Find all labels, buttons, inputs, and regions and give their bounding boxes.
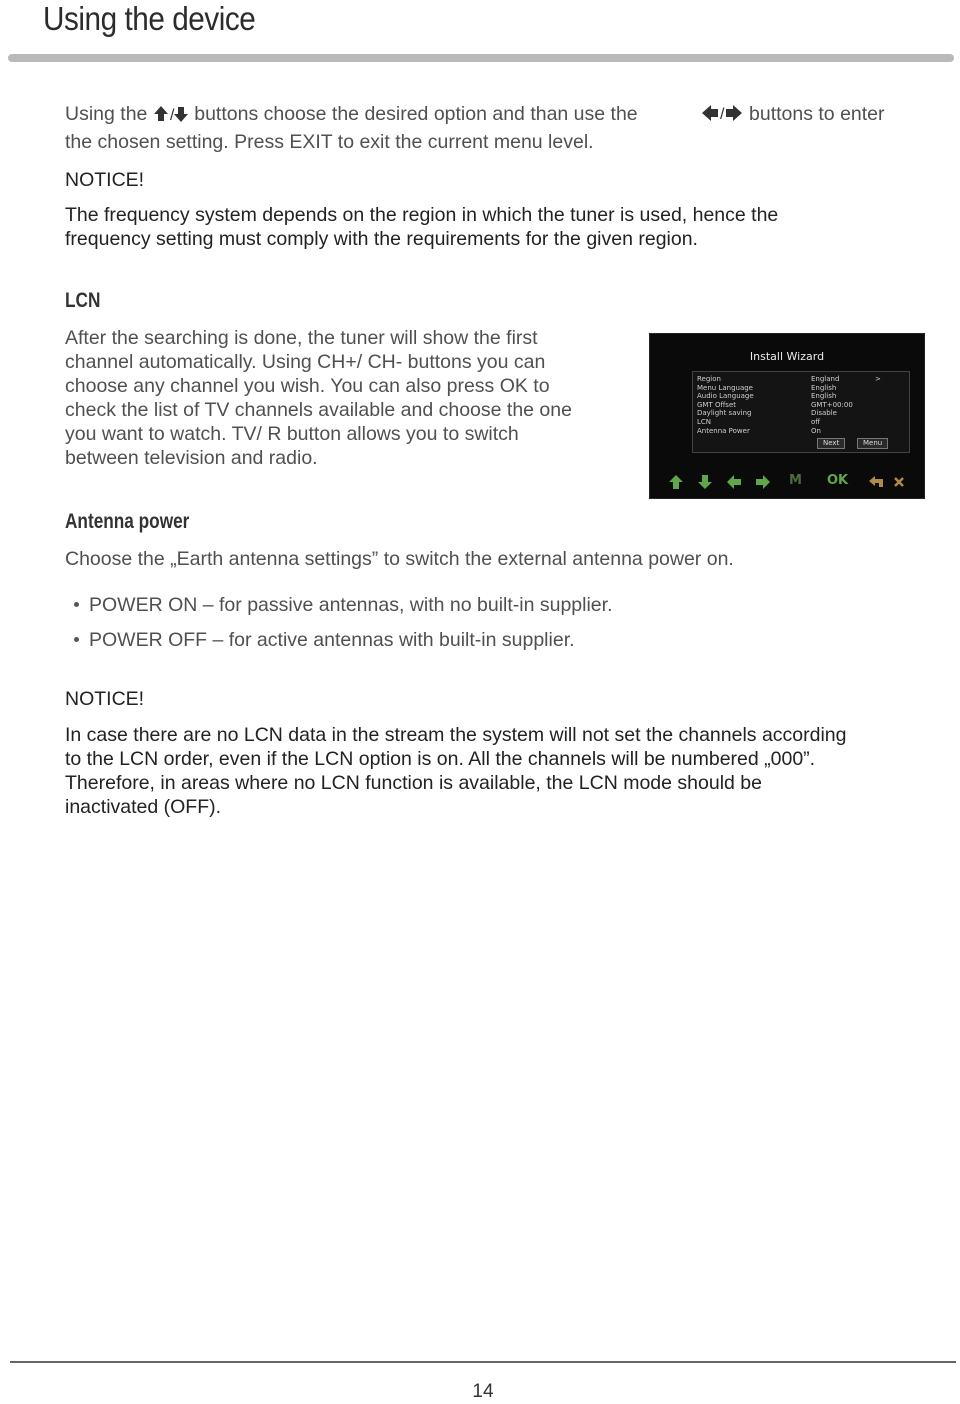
wizard-values [811, 375, 853, 435]
wizard-row-value: English [811, 392, 837, 401]
notice-line: inactivated (OFF). [65, 796, 222, 818]
notice-line: In case there are no LCN data in the stream the system will not set the channels according [65, 724, 847, 746]
lcn-line: choose any channel you wish. You can also press OK to [65, 375, 550, 397]
lcn-description [65, 326, 572, 470]
wizard-title: Install Wizard [749, 350, 825, 363]
notice-text [65, 203, 778, 251]
next-button: Next [817, 438, 845, 449]
notice-text [65, 723, 847, 819]
page-number: 14 [472, 1381, 494, 1402]
footer-divider [10, 1361, 956, 1363]
list-item [74, 594, 613, 617]
lcn-line: between television and radio. [65, 447, 318, 469]
wizard-row-value: English [811, 383, 837, 392]
notice-line: frequency setting must comply with the requirements for the given region. [65, 228, 698, 250]
ok-key: OK [827, 473, 849, 488]
wizard-row-label: Region [697, 375, 721, 383]
bullet-text: POWER OFF – for active antennas with built-in supplier. [89, 629, 575, 651]
page-title: Using the device [43, 0, 256, 37]
wizard-row-value: Disable [811, 409, 837, 418]
menu-button: Menu [857, 438, 888, 449]
right-arrow-icon [755, 474, 771, 490]
left-arrow-icon [726, 474, 742, 490]
exit-icon [894, 477, 904, 487]
wizard-row-value: On [811, 426, 821, 435]
bullet-icon [74, 637, 79, 642]
up-down-arrows-icon [153, 105, 189, 129]
lcn-heading: LCN [65, 289, 101, 312]
left-right-arrows-icon [701, 104, 743, 127]
title-divider [8, 54, 954, 62]
intro-line-2: the chosen setting. Press EXIT to exit the current menu level. [65, 131, 594, 153]
bullet-text: POWER ON – for passive antennas, with no built-in supplier. [89, 594, 613, 616]
intro-text-c: buttons to enter [749, 103, 885, 125]
wizard-row-label: Menu Language [697, 383, 753, 392]
wizard-labels [697, 375, 754, 435]
wizard-row-label: Audio Language [697, 392, 754, 401]
antenna-heading: Antenna power [65, 510, 190, 533]
wizard-menu [692, 371, 910, 453]
chevron-right-icon: > [875, 375, 881, 383]
wizard-row-label: GMT Offset [697, 400, 736, 409]
remote-keys-bar [664, 471, 912, 491]
antenna-intro: Choose the „Earth antenna settings” to switch the external antenna power on. [65, 548, 734, 570]
notice-line: The frequency system depends on the region in which the tuner is used, hence the [65, 204, 779, 226]
wizard-row-label: Antenna Power [697, 426, 750, 435]
down-arrow-icon [697, 474, 713, 490]
lcn-line: check the list of TV channels available and choose the one [65, 399, 572, 421]
wizard-row-value: England [811, 375, 840, 383]
back-icon [868, 475, 884, 489]
list-item [74, 629, 575, 652]
wizard-row-value: GMT+00:00 [811, 400, 853, 409]
install-wizard-screenshot [649, 333, 925, 499]
up-arrow-icon [668, 474, 684, 490]
intro-text-a: Using the [65, 103, 148, 125]
lcn-line: you want to watch. TV/ R button allows you to switch [65, 423, 519, 445]
m-key: M [789, 473, 802, 488]
notice-line: to the LCN order, even if the LCN option is on. All the channels will be numbered „000”. [65, 748, 816, 770]
bullet-icon [74, 602, 79, 607]
lcn-line: channel automatically. Using CH+/ CH- buttons you can [65, 351, 546, 373]
intro-text-b: buttons choose the desired option and than use the [194, 103, 638, 125]
notice-label: NOTICE! [65, 688, 145, 710]
wizard-row-label: Daylight saving [697, 409, 752, 418]
intro-line-1 [65, 102, 638, 129]
svg-text:/: / [169, 107, 175, 123]
notice-label: NOTICE! [65, 169, 145, 191]
notice-line: Therefore, in areas where no LCN function is available, the LCN mode should be [65, 772, 762, 794]
wizard-row-label: LCN [697, 417, 712, 426]
svg-text:/: / [720, 106, 725, 122]
lcn-line: After the searching is done, the tuner will show the first [65, 327, 538, 349]
wizard-row-value: off [811, 417, 821, 426]
